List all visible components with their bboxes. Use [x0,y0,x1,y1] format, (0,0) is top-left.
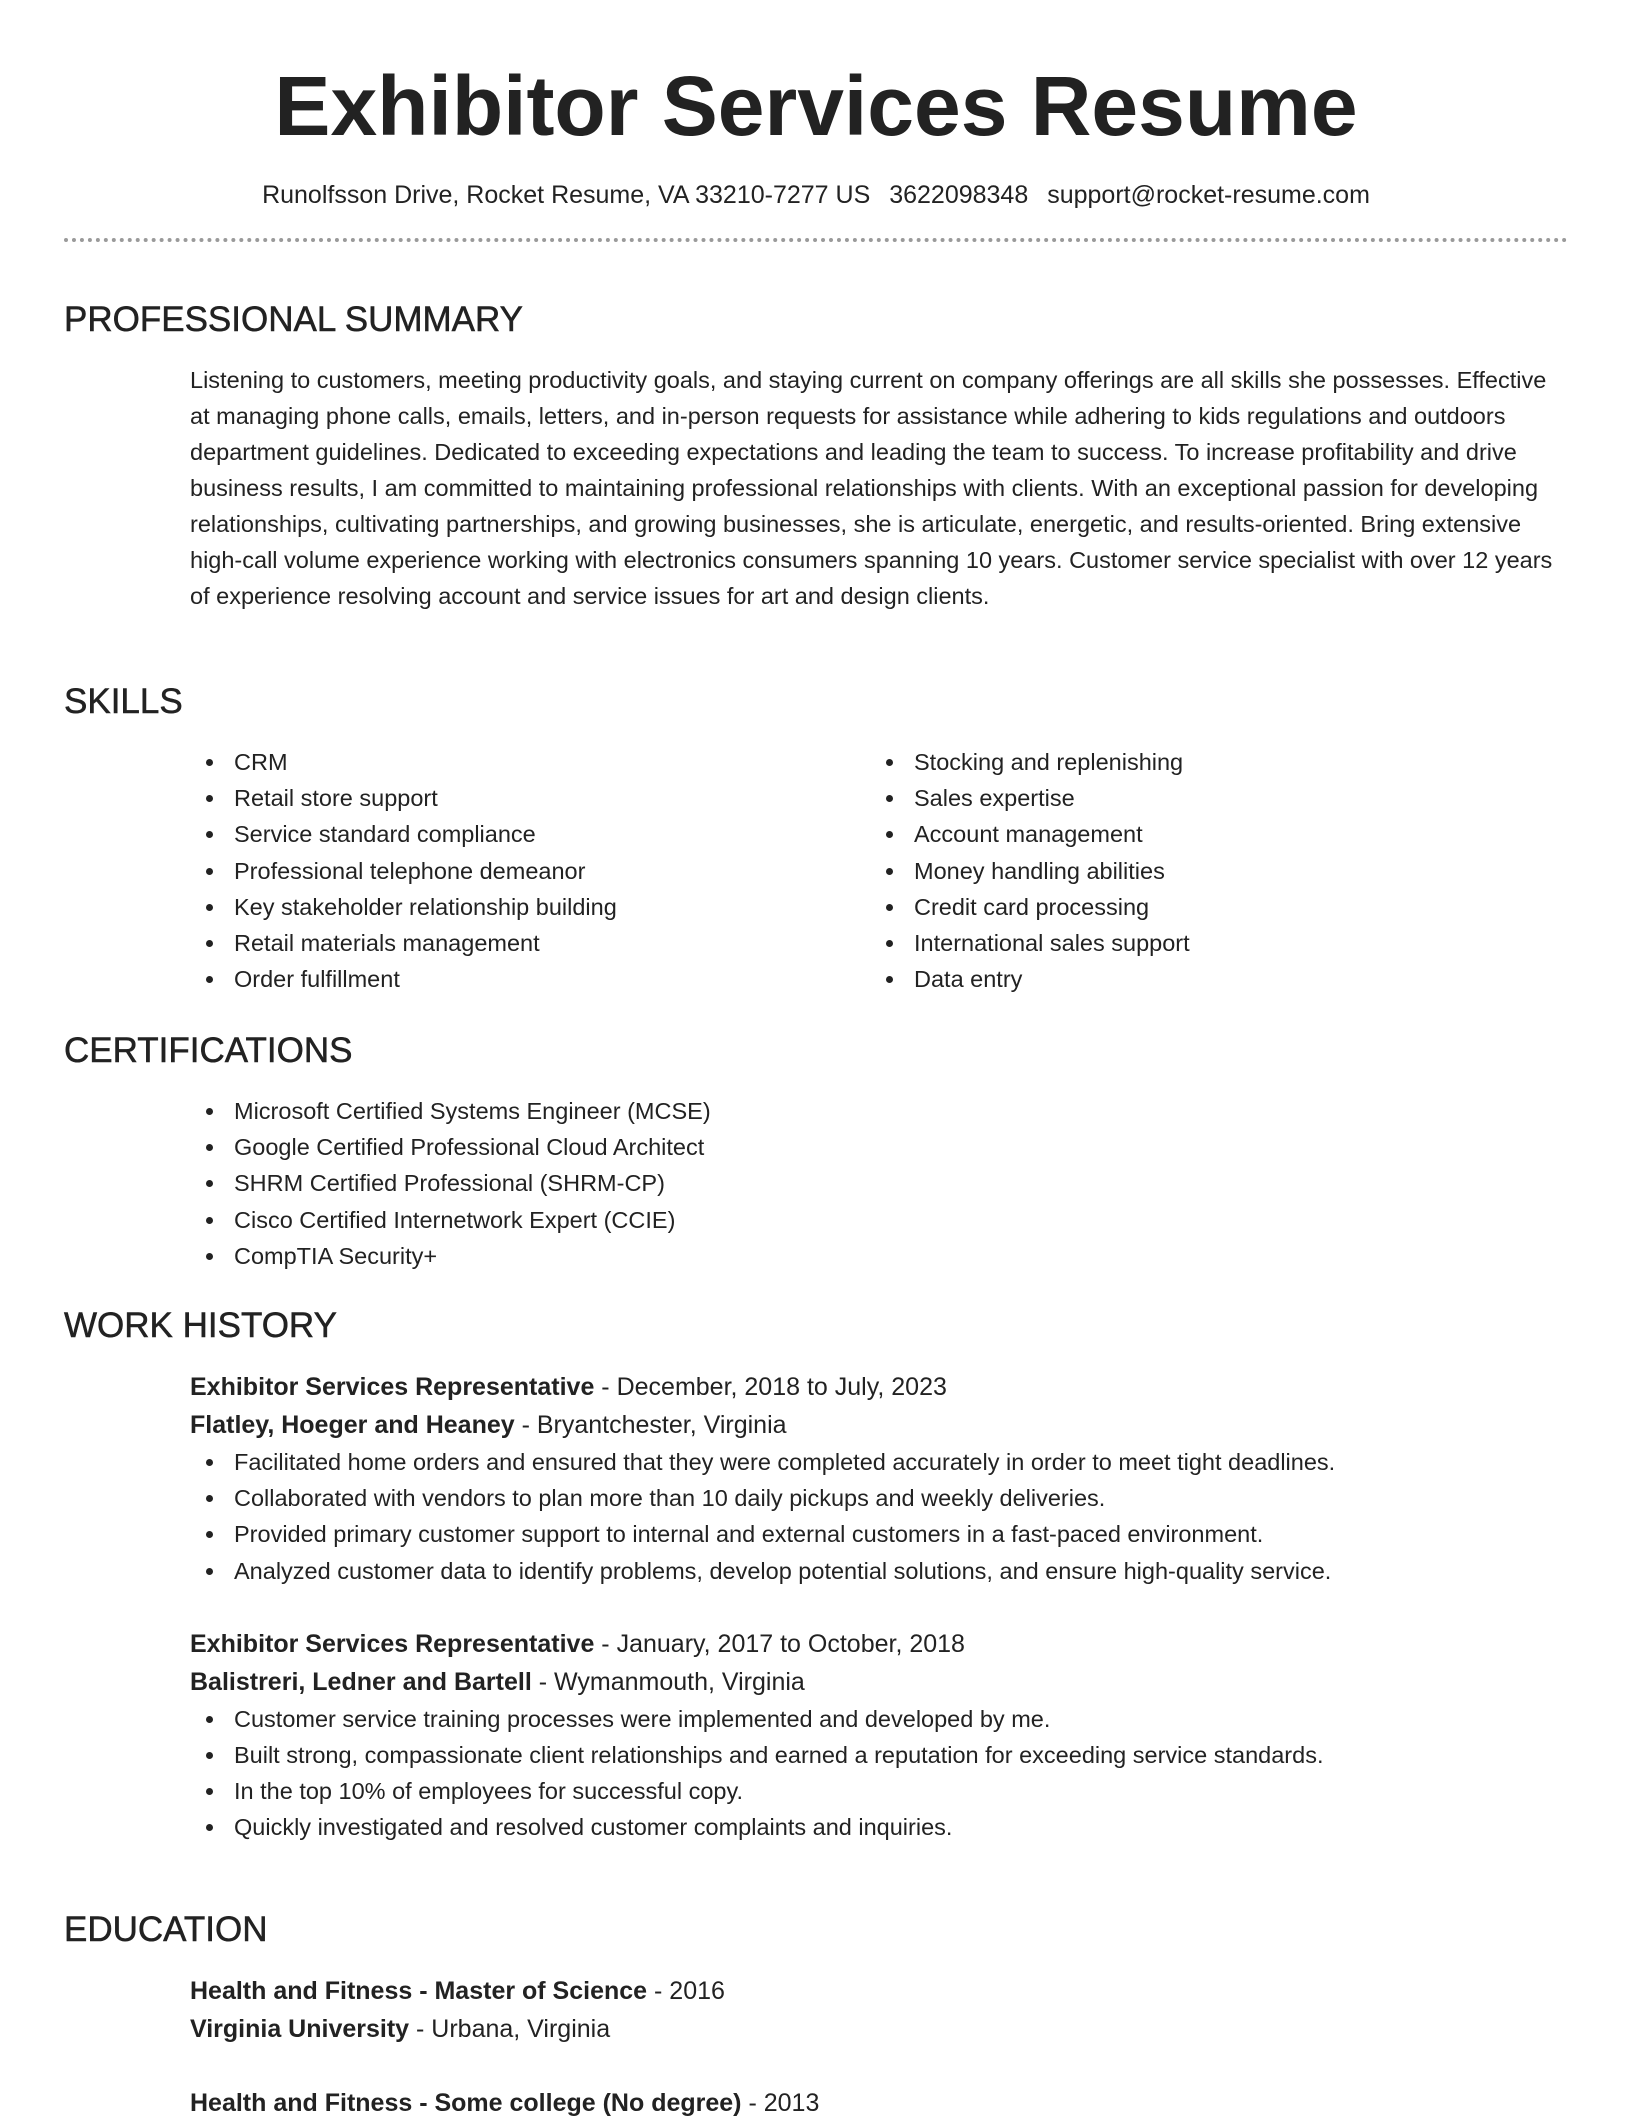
skill-item: Retail materials management [190,925,870,961]
contact-email[interactable]: support@rocket-resume.com [1047,181,1370,209]
job-bullet: Built strong, compassionate client relationships and earned a reputation for exceeding service standards. [190,1737,1568,1773]
education-school-line [190,2010,1568,2048]
skill-item: Account management [870,816,1550,852]
skill-item: International sales support [870,925,1550,961]
summary-text: Listening to customers, meeting productivity goals, and staying current on company offerings are all skills she possesses. Effective at managing phone calls, emails, letters, and in-person requests for assistance while adhering to kids regulations and outdoors department guidelines. Dedicated to exceeding expectations and leading the team to success. To increase profitability and drive business results, I am committed to maintaining professional relationships with clients. With an exceptional passion for developing relationships, cultivating partnerships, and growing businesses, she is articulate, energetic, and results-oriented. Bring extensive high-call volume experience working with electronics consumers spanning 10 years. Customer service specialist with over 12 years of experience resolving account and service issues for art and design clients. [190,367,1553,609]
job-title-line [190,1625,1568,1663]
job-bullets [190,1701,1568,1846]
education-degree: Health and Fitness - Some college (No degree) [190,2089,742,2117]
skills-heading: SKILLS [64,682,183,721]
job-title-line [190,1368,1568,1406]
skill-item: Order fulfillment [190,961,870,997]
job-role: Exhibitor Services Representative [190,1629,595,1658]
skill-item: Professional telephone demeanor [190,853,870,889]
resume-title: Exhibitor Services Resume [274,59,1358,153]
certification-item: Google Certified Professional Cloud Architect [190,1129,1568,1165]
job-bullet: Collaborated with vendors to plan more than 10 daily pickups and weekly deliveries. [190,1480,1568,1516]
certifications-list [190,1093,1568,1274]
job-bullet: Customer service training processes were implemented and developed by me. [190,1701,1568,1737]
education-school: Virginia University [190,2015,410,2043]
education-degree-line [190,1972,1568,2010]
work-history-section [64,1304,1568,1846]
education-entry [190,1972,1568,2048]
job-company: Balistreri, Ledner and Bartell [190,1667,532,1696]
education-degree-line [190,2084,1568,2122]
skills-section [64,680,1568,997]
skill-item: Retail store support [190,780,870,816]
job-bullet: Provided primary customer support to internal and external customers in a fast-paced environment. [190,1516,1568,1552]
education-location: - Urbana, Virginia [409,2015,611,2043]
education-heading: EDUCATION [64,1910,268,1949]
job-location: - Wymanmouth, Virginia [531,1667,805,1696]
job-company: Flatley, Hoeger and Heaney [190,1411,515,1439]
certification-item: Microsoft Certified Systems Engineer (MCSE) [190,1093,1568,1129]
skill-item: CRM [190,744,870,780]
header-divider [64,238,1568,242]
resume-page [64,0,1568,2117]
skill-item: Money handling abilities [870,853,1550,889]
job-location: - Bryantchester, Virginia [514,1411,787,1439]
certifications-heading: CERTIFICATIONS [64,1031,353,1070]
skill-item: Key stakeholder relationship building [190,889,870,925]
skill-item: Data entry [870,961,1550,997]
certification-item: Cisco Certified Internetwork Expert (CCIE) [190,1202,1568,1238]
job-bullet: Quickly investigated and resolved customer complaints and inquiries. [190,1809,1568,1845]
skills-columns [190,744,1568,997]
skills-column-left [190,744,870,997]
certification-item: CompTIA Security+ [190,1238,1568,1274]
certifications-section [64,1029,1568,1274]
contact-line [64,178,1568,212]
work-history-heading: WORK HISTORY [64,1306,337,1345]
skill-item: Service standard compliance [190,816,870,852]
job-bullet: In the top 10% of employees for successful copy. [190,1773,1568,1809]
job-company-line [190,1406,1568,1444]
contact-address: Runolfsson Drive, Rocket Resume, VA 33210-7277 US [262,181,871,209]
contact-phone[interactable]: 3622098348 [889,181,1029,209]
summary-section [64,298,1568,614]
job-bullet: Analyzed customer data to identify problems, develop potential solutions, and ensure high-quality service. [190,1553,1568,1589]
job-bullet: Facilitated home orders and ensured that they were completed accurately in order to meet tight deadlines. [190,1444,1568,1480]
skill-item: Stocking and replenishing [870,744,1550,780]
certification-item: SHRM Certified Professional (SHRM-CP) [190,1165,1568,1201]
skills-column-right [870,744,1550,997]
job-entry [190,1368,1568,1589]
education-section [64,1908,1568,2122]
education-degree: Health and Fitness - Master of Science [190,1977,648,2005]
education-entry [190,2084,1568,2122]
skill-item: Credit card processing [870,889,1550,925]
skill-item: Sales expertise [870,780,1550,816]
job-dates: - December, 2018 to July, 2023 [594,1373,947,1401]
job-role: Exhibitor Services Representative [190,1373,595,1401]
job-bullets [190,1444,1568,1589]
summary-heading: PROFESSIONAL SUMMARY [64,300,523,339]
education-year: - 2013 [741,2089,820,2117]
job-company-line [190,1663,1568,1701]
job-entry [190,1625,1568,1846]
education-year: - 2016 [647,1977,725,2005]
job-dates: - January, 2017 to October, 2018 [594,1629,965,1658]
